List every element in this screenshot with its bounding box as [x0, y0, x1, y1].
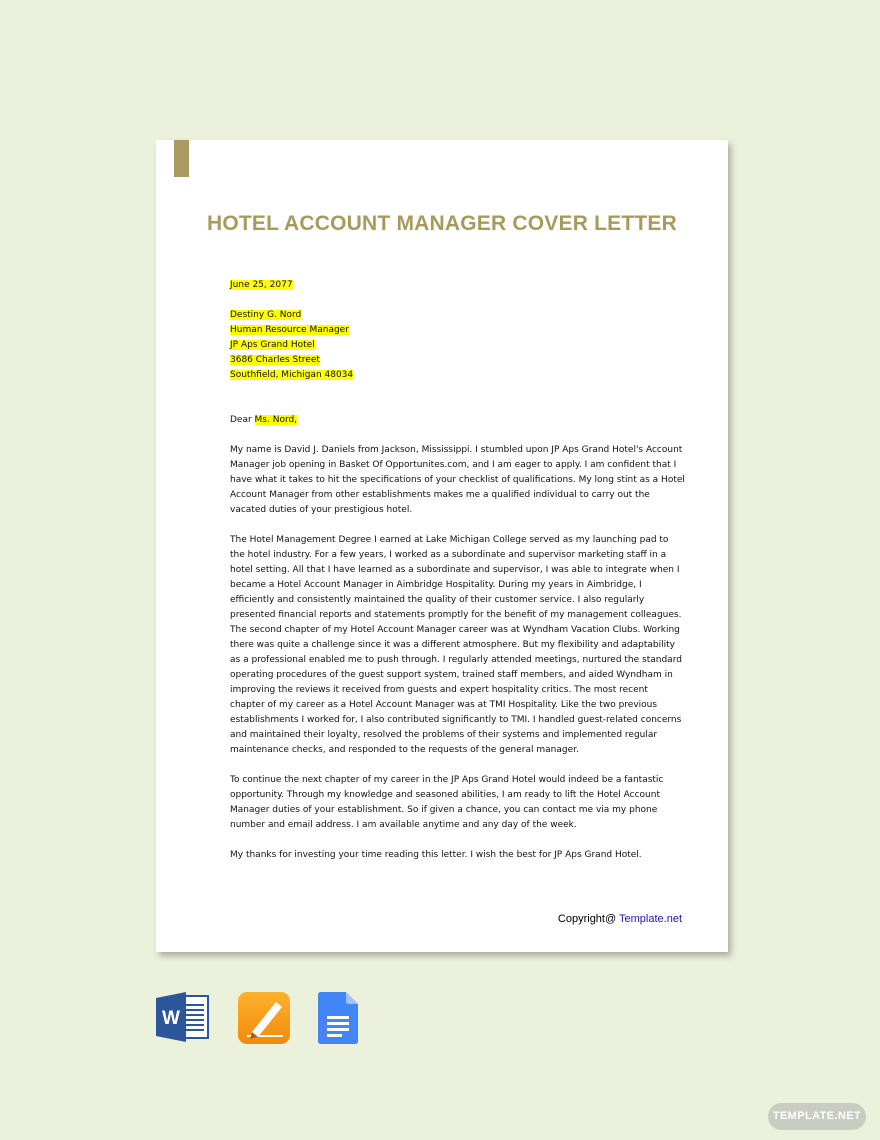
copyright-notice	[558, 913, 682, 925]
paragraph-experience: The Hotel Management Degree I earned at Lake Michigan College served as my launching pad to the hotel industry. For a few years, I worked as a subordinate and supervisor marketing staff in a hotel setting. All that I have learned as a subordinate and supervisor, I was able to integrate when I became a Hotel Account Manager in Aimbridge Hospitality. During my years in Aimbridge, I efficiently and consistently maintained the quality of their customer service. I also regularly presented financial reports and statements promptly for the benefit of my management colleagues. The second chapter of my Hotel Account Manager career was at Wyndham Vacation Clubs. Working there was quite a challenge since it was a different atmosphere. But my flexibility and adaptability as a professional enabled me to push through. I regularly attended meetings, nurtured the standard operating procedures of the guest support system, trained staff members, and aided Wyndham in improving the reviews it received from guests and expert hospitality critics. The most recent chapter of my career as a Hotel Account Manager was at TMI Hospitality. Like the two previous establishments I worked for, I also contributed significantly to TMI. I handled guest-related concerns and maintained their loyalty, resolved the problems of their systems and implemented regular maintenance checks, and responded to the requests of the general manager.	[230, 535, 682, 755]
salutation-name: Ms. Nord,	[254, 415, 298, 425]
recipient-position: Human Resource Manager	[230, 325, 349, 335]
salutation	[230, 413, 685, 428]
letter-body	[230, 278, 685, 878]
document-title: HOTEL ACCOUNT MANAGER COVER LETTER	[207, 212, 677, 235]
recipient-street: 3686 Charles Street	[230, 355, 320, 365]
recipient-company: JP Aps Grand Hotel	[230, 340, 315, 350]
word-icon[interactable]	[156, 992, 210, 1042]
word-letter: W	[162, 1008, 180, 1029]
pages-icon[interactable]	[238, 992, 290, 1044]
copyright-link[interactable]: Template.net	[619, 913, 682, 925]
recipient-city: Southfield, Michigan 48034	[230, 370, 354, 380]
date-line	[230, 278, 685, 293]
template-net-watermark: TEMPLATE.NET	[768, 1103, 866, 1130]
accent-tab	[174, 140, 189, 177]
paragraph-intro: My name is David J. Daniels from Jackson, Mississippi. I stumbled upon JP Aps Grand Hotel's Account Manager job opening in Basket Of Opportunites.com, and I am eager to apply. I am confident that I have what it takes to hit the specifications of your checklist of qualifications. My long stint as a Hotel Account Manager from other establishments makes me a qualified individual to carry out the vacated duties of your prestigious hotel.	[230, 445, 685, 515]
recipient-address	[230, 308, 685, 383]
letter-date: June 25, 2077	[230, 280, 293, 290]
copyright-prefix: Copyright@	[557, 913, 620, 925]
docs-icon[interactable]	[318, 992, 358, 1044]
document-page	[156, 140, 728, 952]
salutation-prefix: Dear	[230, 415, 255, 425]
recipient-name: Destiny G. Nord	[230, 310, 302, 320]
paragraph-thanks: My thanks for investing your time reading this letter. I wish the best for JP Aps Grand Hotel.	[230, 850, 642, 860]
paragraph-closing: To continue the next chapter of my career in the JP Aps Grand Hotel would indeed be a fantastic opportunity. Through my knowledge and seasoned abilities, I am ready to lift the Hotel Account Manager duties of your establishment. So if given a chance, you can contact me via my phone number and email address. I am available anytime and any day of the week.	[230, 775, 664, 830]
